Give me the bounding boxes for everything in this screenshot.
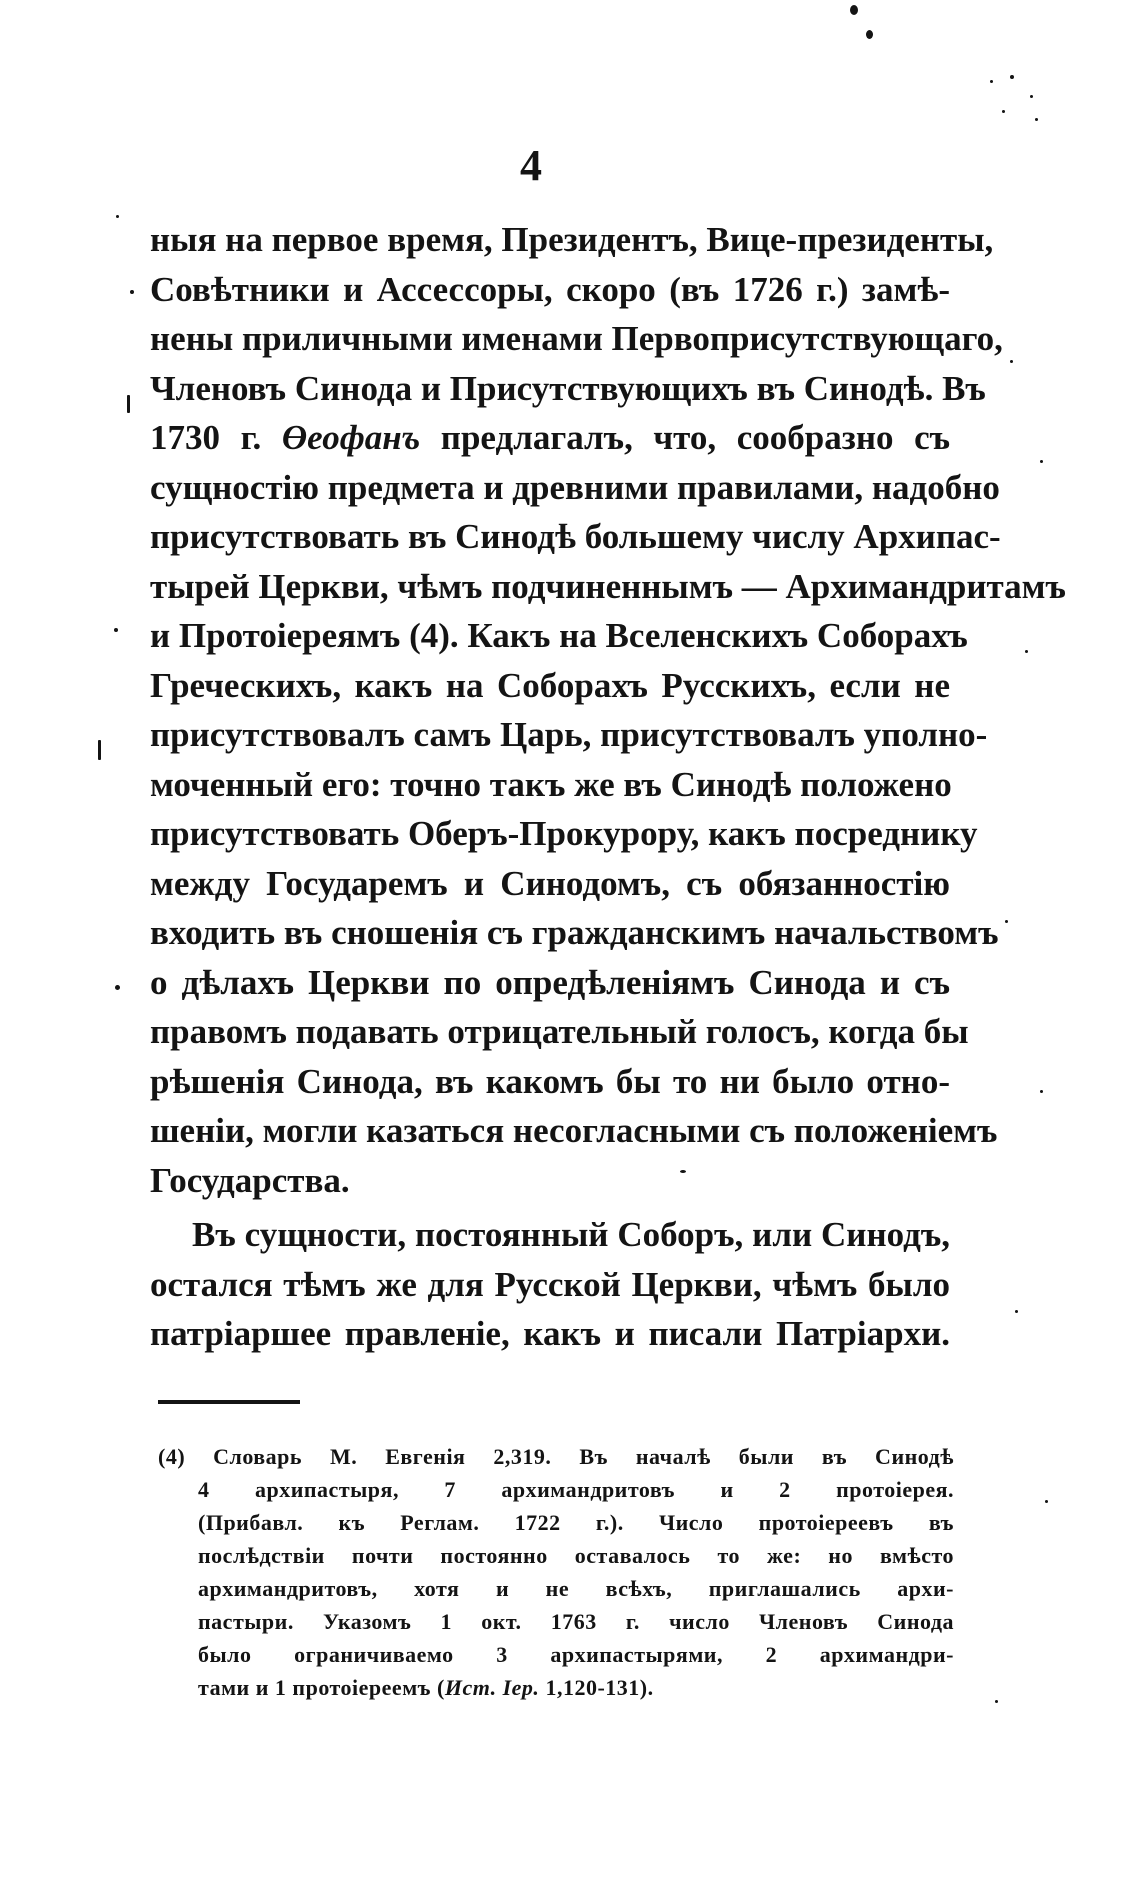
- text-line: рѣшенія Синода, въ какомъ бы то ни было отно-: [150, 1061, 950, 1101]
- scan-speck: [990, 80, 993, 83]
- text-line: входить въ сношенія съ гражданскимъ начальствомъ: [150, 913, 999, 952]
- footnote-line: (Прибавл. къ Реглам. 1722 г.). Число протоіереевъ въ: [198, 1510, 954, 1535]
- scan-speck: [1010, 360, 1013, 363]
- text-line: правомъ подавать отрицательный голосъ, когда бы: [150, 1012, 969, 1051]
- text-line: Совѣтники и Ассессоры, скоро (въ 1726 г.) замѣ-: [150, 269, 950, 309]
- scan-speck: [114, 628, 118, 632]
- text-fragment: и Протоіереямъ: [150, 616, 401, 655]
- text-line: Членовъ Синода и Присутствующихъ въ Синодѣ. Въ: [150, 368, 986, 408]
- scan-speck: [1015, 1310, 1018, 1313]
- scan-speck: [995, 1700, 998, 1703]
- scan-speck: [1025, 650, 1028, 653]
- scan-speck: [130, 290, 134, 294]
- footnote-line: пастыри. Указомъ 1 окт. 1763 г. число Членовъ Синода: [198, 1609, 954, 1634]
- text-line: сущностію предмета и древними правилами, надобно: [150, 467, 1000, 507]
- text-line: патріаршее правленіе, какъ и писали Патріархи.: [150, 1314, 950, 1353]
- main-text: [150, 215, 1066, 1359]
- text-fragment: тами и 1 протоіереемъ: [198, 1675, 432, 1700]
- scan-speck: [1035, 118, 1038, 121]
- scan-speck: [1010, 75, 1014, 79]
- scan-speck: [115, 985, 120, 990]
- scan-speck: [680, 1170, 686, 1173]
- text-line: присутствовать въ Синодѣ большему числу Архипас-: [150, 517, 1001, 556]
- text-line: между Государемъ и Синодомъ, съ обязанностію: [150, 863, 950, 903]
- scan-speck: [866, 30, 873, 39]
- text-line: [150, 611, 968, 661]
- page-number: 4: [520, 141, 542, 190]
- footnote-line: архимандритовъ, хотя и не всѣхъ, приглашались архи-: [198, 1576, 954, 1601]
- year-text: 1730 г.: [150, 418, 262, 457]
- scan-speck: [850, 5, 858, 15]
- scan-speck: [1005, 920, 1008, 923]
- footnote-line: тами и 1 протоіереемъ (Ист. Іер. 1,120-131).: [198, 1675, 654, 1700]
- citation-abbrev: Ист. Іер.: [444, 1675, 540, 1700]
- text-fragment: 1,120-131).: [545, 1675, 654, 1700]
- scan-speck: [98, 740, 101, 760]
- scan-speck: [1045, 1500, 1048, 1503]
- scan-speck: [1002, 110, 1005, 113]
- text-line: присутствовать Оберъ-Прокурору, какъ посреднику: [150, 814, 978, 853]
- scan-speck: [116, 215, 119, 218]
- text-line: шеніи, могли казаться несогласными съ положеніемъ: [150, 1111, 998, 1150]
- text-line: Въ сущности, постоянный Соборъ, или Синодъ,: [192, 1215, 950, 1254]
- text-line: остался тѣмъ же для Русской Церкви, чѣмъ было: [150, 1264, 950, 1304]
- footnote-line: послѣдствіи почти постоянно оставалось то же: но вмѣсто: [198, 1543, 954, 1568]
- text-fragment: предлагалъ, что, сообразно съ: [440, 418, 951, 457]
- text-fragment: . Какъ на Вселенскихъ Соборахъ: [449, 616, 968, 655]
- text-line: тырей Церкви, чѣмъ подчиненнымъ — Архимандритамъ: [150, 566, 1066, 606]
- footnote-line: было ограничиваемо 3 архипастырями, 2 архимандри-: [198, 1642, 954, 1667]
- footnote-divider: [158, 1400, 300, 1404]
- text-line: моченный его: точно такъ же въ Синодѣ положено: [150, 764, 952, 804]
- text-line: [150, 413, 950, 463]
- scan-speck: [127, 395, 130, 413]
- scan-speck: [1030, 95, 1033, 98]
- name-feofan: Өеофанъ: [281, 418, 421, 457]
- text-line: присутствовалъ самъ Царь, присутствовалъ уполно-: [150, 715, 988, 754]
- footnote-reference: (4): [409, 616, 450, 655]
- text-line: о дѣлахъ Церкви по опредѣленіямъ Синода и съ: [150, 962, 950, 1002]
- text-line: нены приличными именами Первоприсутствующаго,: [150, 319, 1003, 358]
- text-line: Греческихъ, какъ на Соборахъ Русскихъ, если не: [150, 665, 950, 705]
- footnote-line: (4) Словарь М. Евгенія 2,319. Въ началѣ были въ Синодѣ: [158, 1444, 954, 1469]
- footnote: [158, 1440, 954, 1704]
- scan-speck: [1040, 460, 1043, 463]
- scan-speck: [1040, 1090, 1043, 1093]
- footnote-line: 4 архипастыря, 7 архимандритовъ и 2 протоіерея.: [198, 1477, 954, 1502]
- text-line: ныя на первое время, Президентъ, Вице-президенты,: [150, 220, 994, 259]
- text-line: Государства.: [150, 1160, 350, 1200]
